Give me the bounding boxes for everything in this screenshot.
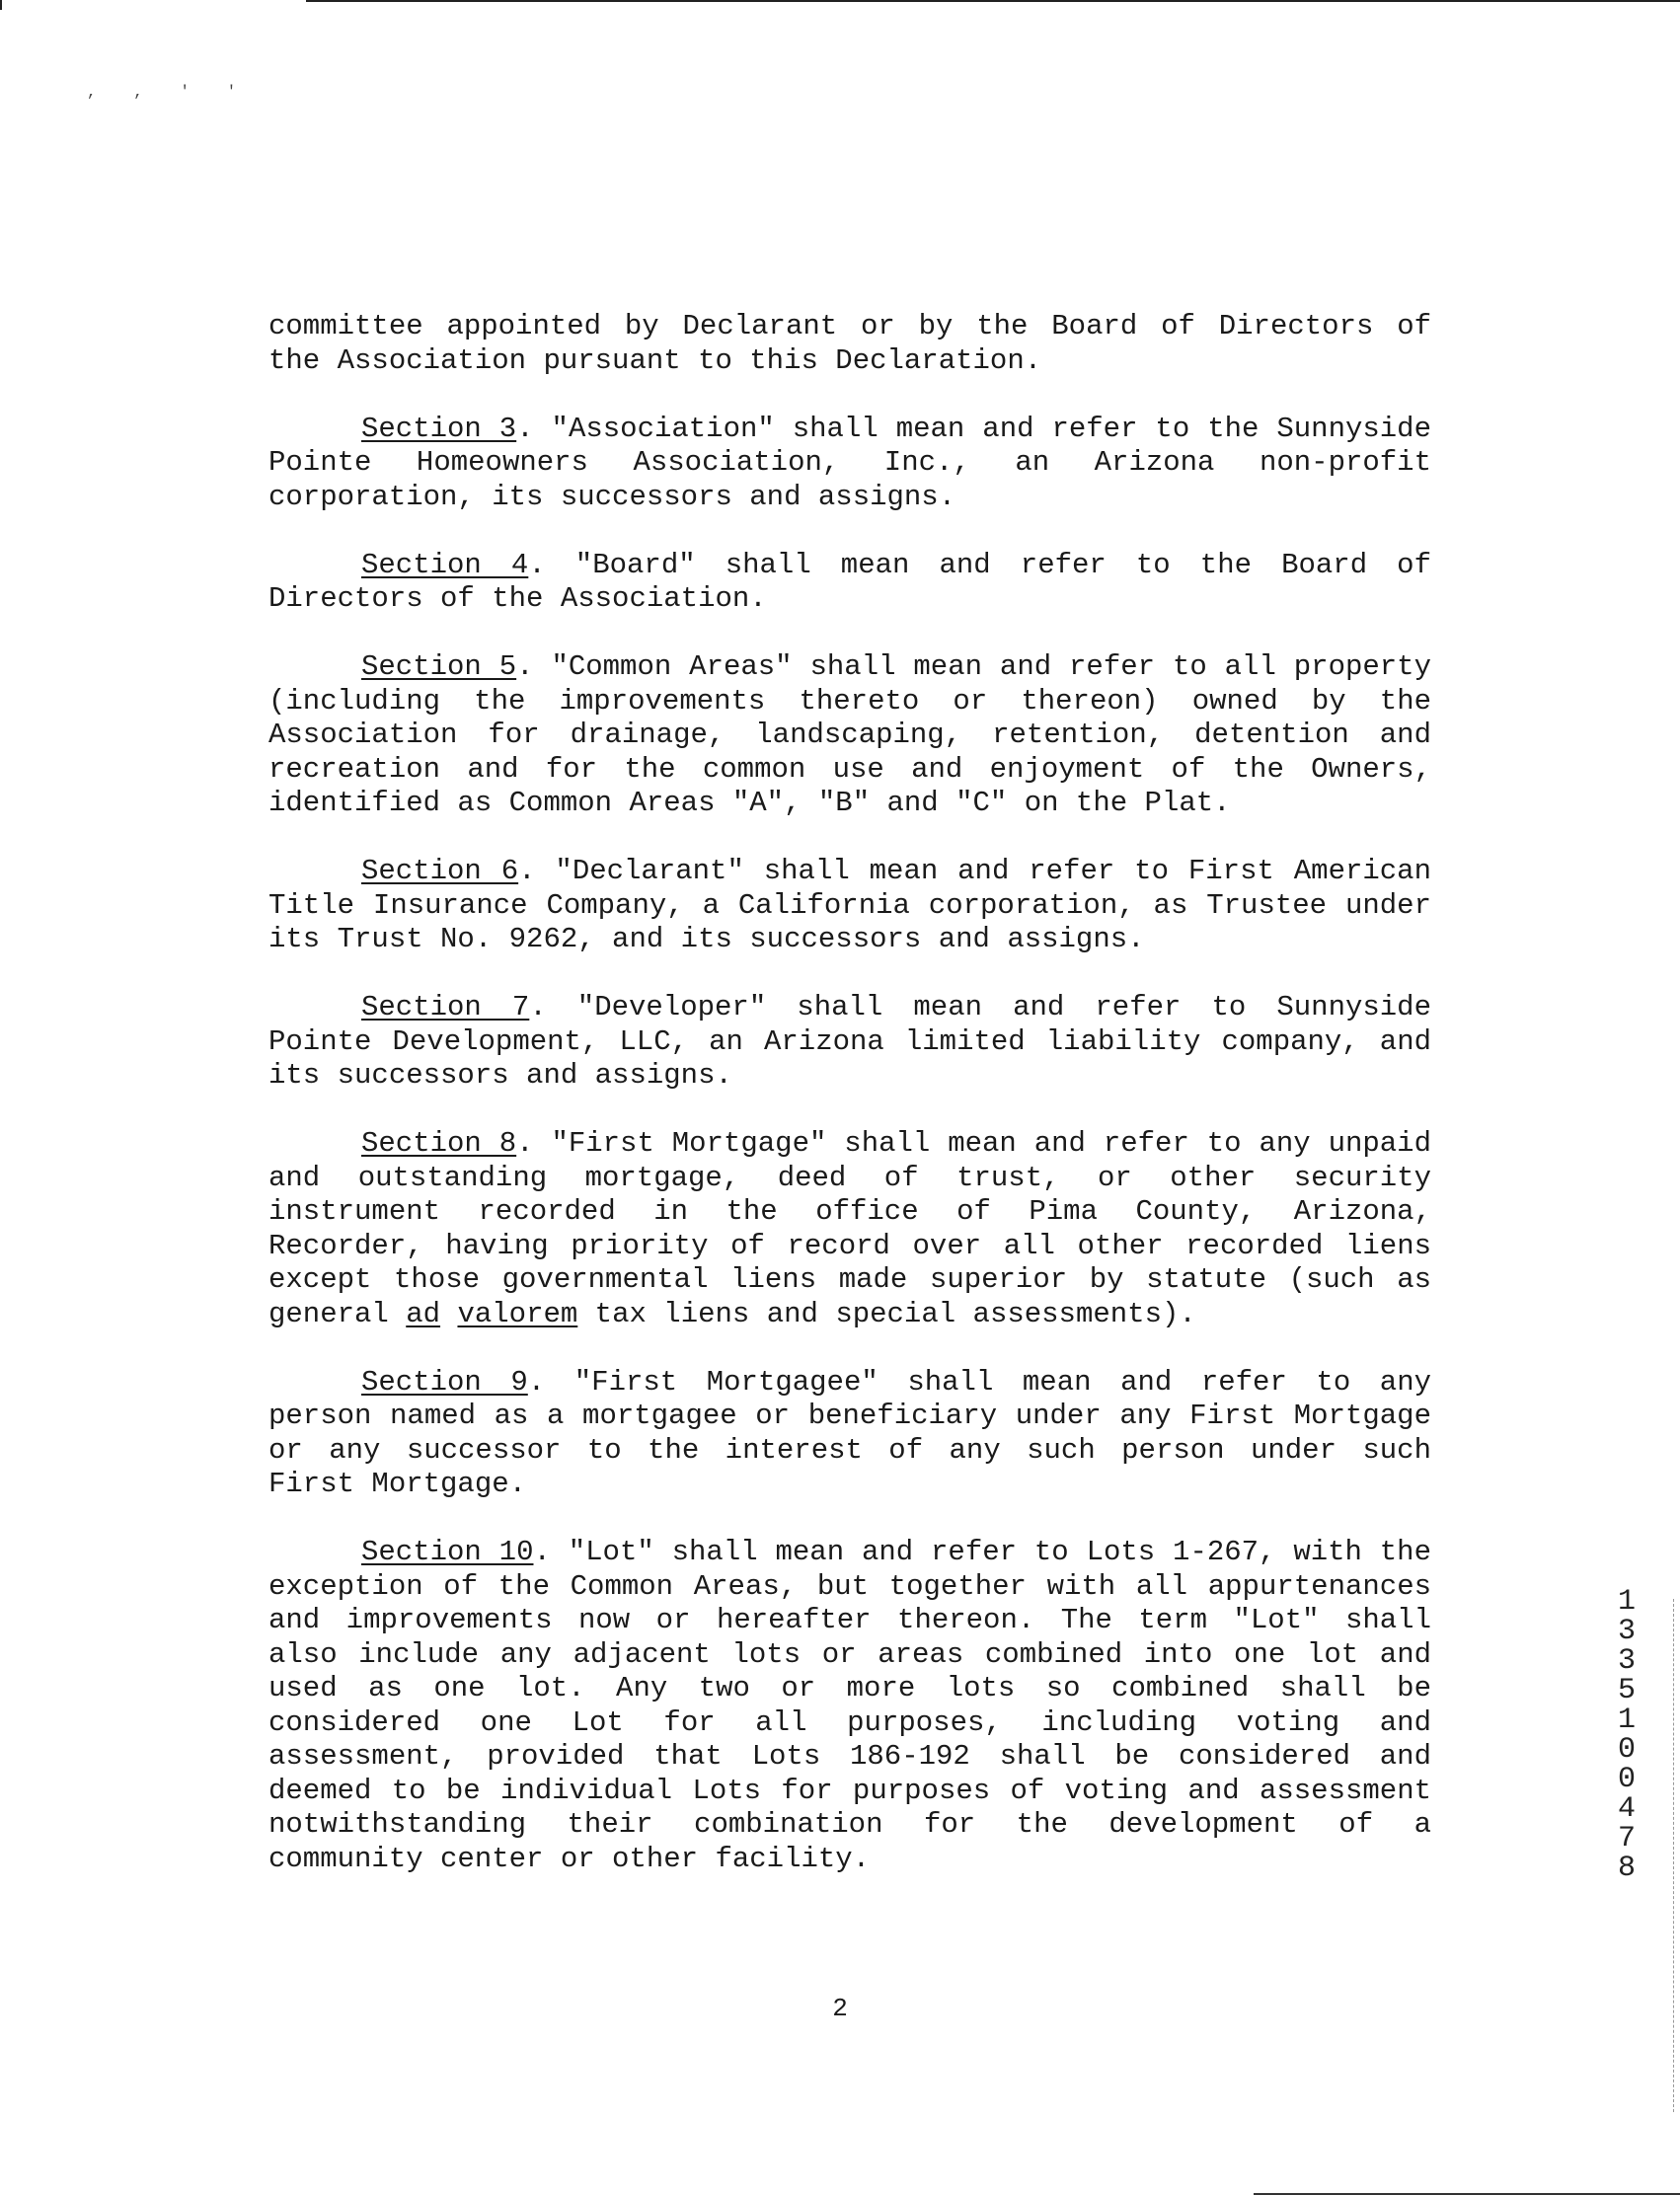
- section-3-paragraph: [268, 413, 1431, 515]
- section-9-paragraph: [268, 1366, 1431, 1502]
- valorem-underlined: valorem: [457, 1297, 578, 1330]
- section-8-text-before: . "First Mortgage" shall mean and refer to any unpaid and outstanding mortgage, deed of trust, or other security instrument recorded in the office of Pima County, Arizona, Recorder, having priority of record over all other recorded liens except those governmental liens made superior by statute (such as general: [268, 1127, 1431, 1330]
- right-scan-edge: [1672, 1599, 1674, 2112]
- section-8-label: Section 8: [361, 1127, 517, 1160]
- section-6-text: . "Declarant" shall mean and refer to First American Title Insurance Company, a California corporation, as Trustee under its Trust No. 9262, and its successors and assigns.: [268, 855, 1431, 955]
- section-7-text: . "Developer" shall mean and refer to Sunnyside Pointe Development, LLC, an Arizona limited liability company, and its successors and assigns.: [268, 991, 1431, 1092]
- section-10-text: . "Lot" shall mean and refer to Lots 1-267, with the exception of the Common Areas, but together with all appurtenances and improvements now or hereafter thereon. The term "Lot" shall also include any adjacent lots or areas combined into one lot and used as one lot. Any two or more lots so combined shall be considered one Lot for all purposes, including voting and assessment, provided that Lots 186-192 shall be considered and deemed to be individual Lots for purposes of voting and assessment notwithstanding their combination for the development of a community center or other facility.: [268, 1536, 1431, 1875]
- left-scan-tick: [0, 0, 2, 10]
- section-7-label: Section 7: [361, 991, 530, 1023]
- stamp-digit: 0: [1617, 1733, 1636, 1767]
- stamp-digit: 8: [1617, 1852, 1636, 1885]
- section-6-label: Section 6: [361, 855, 519, 887]
- document-body: [268, 310, 1431, 1911]
- section-9-text: . "First Mortgagee" shall mean and refer to any person named as a mortgagee or beneficiary under any First Mortgage or any successor to the interest of any such person under such First Mortgage.: [268, 1365, 1431, 1500]
- section-4-paragraph: [268, 549, 1431, 617]
- section-5-paragraph: [268, 650, 1431, 821]
- section-3-text: . "Association" shall mean and refer to the Sunnyside Pointe Homeowners Association, Inc., an Arizona non-profit corporation, its successors and assigns.: [268, 412, 1431, 513]
- intro-paragraph: committee appointed by Declarant or by the Board of Directors of the Association pursuant to this Declaration.: [268, 310, 1431, 377]
- section-4-label: Section 4: [361, 548, 529, 581]
- stamp-digit: 7: [1617, 1822, 1636, 1855]
- top-scan-rule: [306, 0, 1680, 2]
- section-10-paragraph: [268, 1536, 1431, 1876]
- page-number: 2: [832, 1994, 848, 2023]
- section-8-space: [440, 1298, 457, 1330]
- section-6-paragraph: [268, 855, 1431, 957]
- stamp-digit: 3: [1617, 1615, 1636, 1648]
- section-9-label: Section 9: [361, 1365, 528, 1399]
- stamp-digit: 1: [1617, 1585, 1636, 1619]
- stamp-digit: 5: [1617, 1674, 1636, 1707]
- bottom-scan-rule: [1254, 2193, 1680, 2195]
- ad-underlined: ad: [406, 1297, 441, 1330]
- corner-marks: , , ' ': [87, 83, 251, 101]
- section-7-paragraph: [268, 991, 1431, 1094]
- section-4-text: . "Board" shall mean and refer to the Board of Directors of the Association.: [268, 548, 1431, 615]
- section-5-label: Section 5: [361, 650, 517, 683]
- section-10-label: Section 10: [361, 1536, 534, 1568]
- stamp-digit: 1: [1617, 1704, 1636, 1737]
- document-number-stamp: [1607, 1587, 1646, 1883]
- section-8-text-after: tax liens and special assessments).: [577, 1297, 1196, 1330]
- stamp-digit: 0: [1617, 1763, 1636, 1796]
- stamp-digit: 4: [1617, 1792, 1636, 1826]
- section-3-label: Section 3: [361, 412, 517, 445]
- section-8-paragraph: [268, 1127, 1431, 1331]
- stamp-digit: 3: [1617, 1644, 1636, 1678]
- section-5-text: . "Common Areas" shall mean and refer to all property (including the improvements thereto or thereon) owned by the Association for drainage, landscaping, retention, detention and recreation and for the common use and enjoyment of the Owners, identified as Common Areas "A", "B" and "C" on the Plat.: [268, 650, 1431, 819]
